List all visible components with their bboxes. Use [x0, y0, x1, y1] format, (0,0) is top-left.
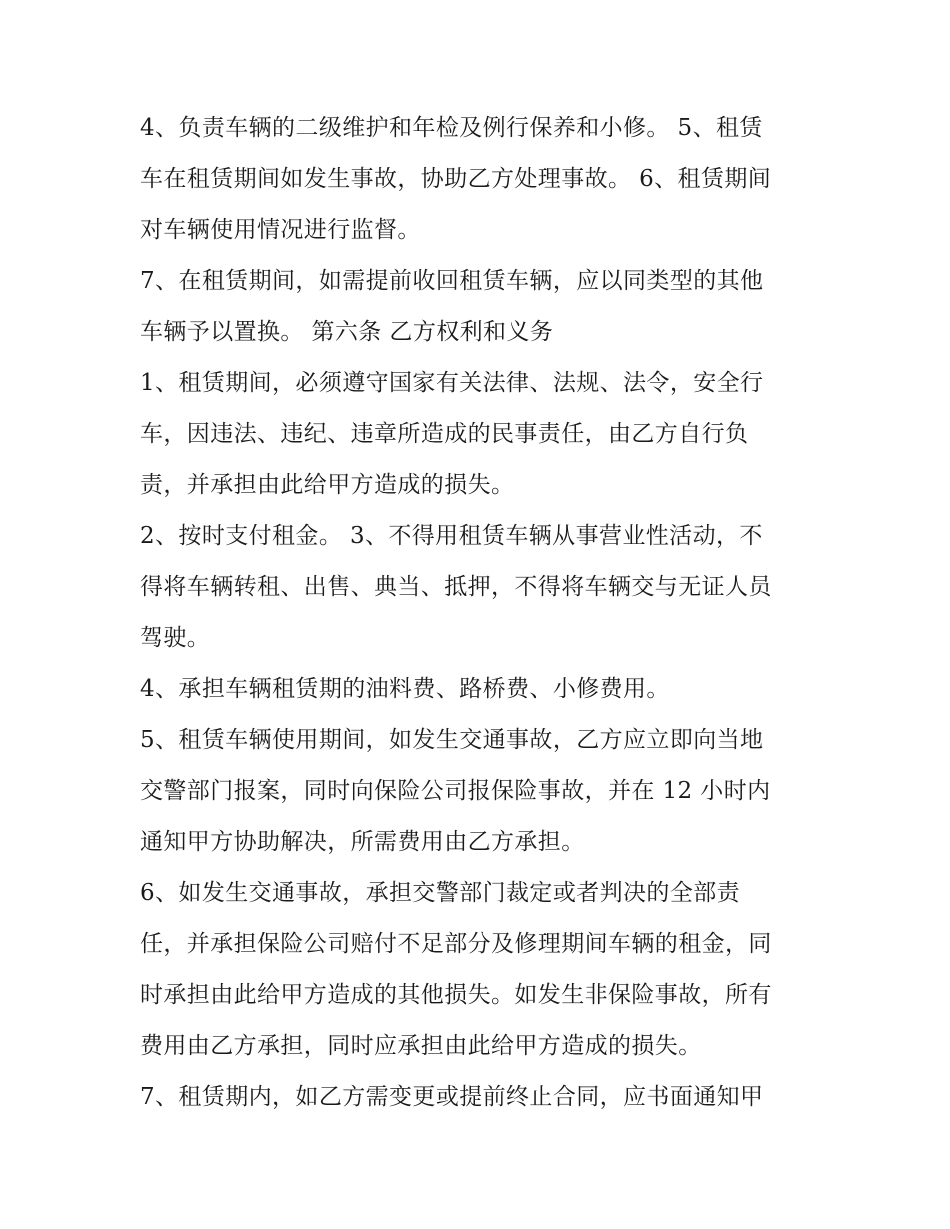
text-line: 2、按时支付租金。 3、不得用租赁车辆从事营业性活动，不	[140, 523, 763, 549]
text-line: 4、负责车辆的二级维护和年检及例行保养和小修。 5、租赁	[140, 115, 763, 141]
text-line: 交警部门报案，同时向保险公司报保险事故，并在 12 小时内	[140, 778, 771, 804]
text-line: 车辆予以置换。 第六条 乙方权利和义务	[140, 319, 554, 345]
text-line: 得将车辆转租、出售、典当、抵押，不得将车辆交与无证人员	[140, 574, 772, 600]
text-line: 对车辆使用情况进行监督。	[140, 217, 421, 243]
text-line: 车在租赁期间如发生事故，协助乙方处理事故。 6、租赁期间	[140, 166, 772, 192]
text-line: 1、租赁期间，必须遵守国家有关法律、法规、法令，安全行	[140, 370, 764, 396]
text-line: 时承担由此给甲方造成的其他损失。如发生非保险事故，所有	[140, 982, 772, 1008]
text-line: 5、租赁车辆使用期间，如发生交通事故，乙方应立即向当地	[140, 727, 764, 753]
text-line: 费用由乙方承担，同时应承担由此给甲方造成的损失。	[140, 1033, 702, 1059]
text-line: 任，并承担保险公司赔付不足部分及修理期间车辆的租金，同	[140, 931, 772, 957]
text-line: 责，并承担由此给甲方造成的损失。	[140, 472, 515, 498]
text-line: 驾驶。	[140, 625, 211, 651]
text-line: 车，因违法、违纪、违章所造成的民事责任，由乙方自行负	[140, 421, 749, 447]
text-line: 4、承担车辆租赁期的油料费、路桥费、小修费用。	[140, 676, 670, 702]
text-line: 7、在租赁期间，如需提前收回租赁车辆，应以同类型的其他	[140, 268, 764, 294]
text-line: 通知甲方协助解决，所需费用由乙方承担。	[140, 829, 585, 855]
text-line: 7、租赁期内，如乙方需变更或提前终止合同，应书面通知甲	[140, 1084, 764, 1110]
text-line: 6、如发生交通事故，承担交警部门裁定或者判决的全部责	[140, 880, 741, 906]
